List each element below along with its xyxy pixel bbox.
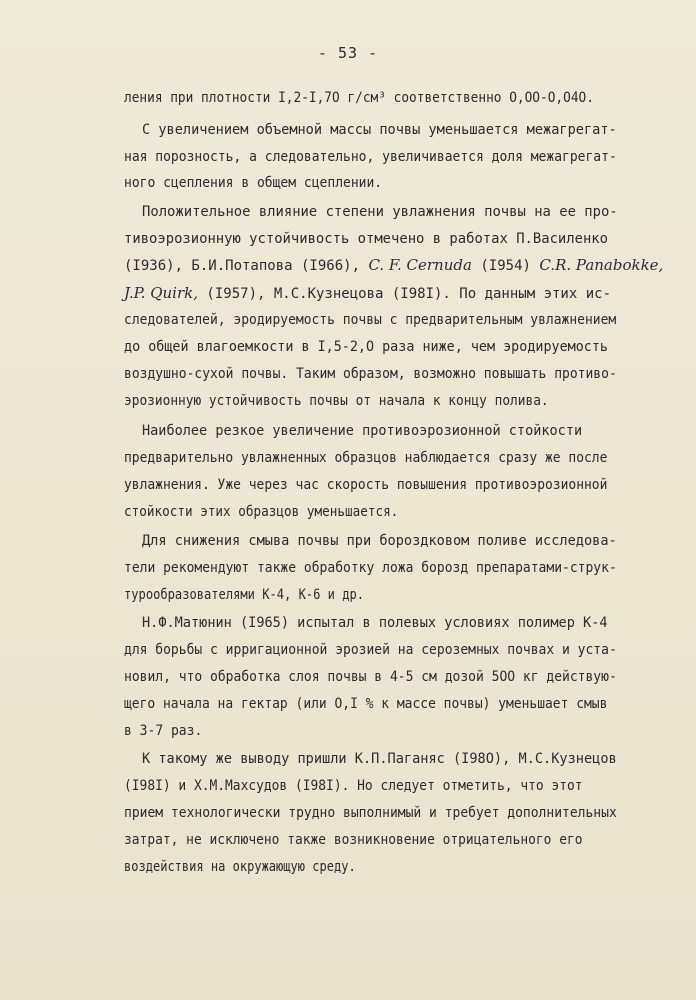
text-line: К такому же выводу пришли К.П.Паганяс (I98О), М.С.Кузнецов — [142, 751, 617, 767]
text-line: Наиболее резкое увеличение противоэрозионной стойкости — [142, 423, 583, 439]
text-line — [124, 286, 611, 301]
text-line: предварительно увлажненных образцов наблюдается сразу же после — [124, 450, 608, 466]
text-line: щего начала на гектар (или О,I % к массе почвы) уменьшает смыв — [124, 696, 608, 712]
text-line: Положительное влияние степени увлажнения почвы на ее про- — [142, 204, 618, 220]
handwritten-name: C. F. Cernuda — [368, 256, 472, 274]
text-line: увлажнения. Уже через час скорость повышения противоэрозионной — [124, 477, 608, 493]
page-number: - 53 - — [317, 44, 379, 62]
text-line: С увеличением объемной массы почвы уменьшается межагрегат- — [142, 122, 617, 138]
text-line: воздействия на окружающую среду. — [124, 859, 356, 875]
text-line: новил, что обработка слоя почвы в 4-5 см дозой 5ОО кг действую- — [124, 669, 617, 685]
text-segment: (I957), М.С.Кузнецова (I98I). По данным этих ис- — [198, 286, 612, 302]
text-line: тивоэрозионную устойчивость отмечено в работах П.Василенко — [124, 231, 608, 247]
text-line: эрозионную устойчивость почвы от начала к концу полива. — [124, 393, 549, 409]
text-line: Для снижения смыва почвы при бороздковом поливе исследова- — [142, 533, 617, 549]
text-line: до общей влагоемкости в I,5-2,О раза ниже, чем эродируемость — [124, 339, 608, 355]
text-line: прием технологически трудно выполнимый и требует дополнительных — [124, 805, 617, 821]
text-line: ления при плотности I,2-I,7O г/см³ соответственно О,ОО-О,О4О. — [124, 90, 594, 106]
text-line: Н.Ф.Матюнин (I965) испытал в полевых условиях полимер К-4 — [142, 615, 608, 631]
text-line: воздушно-сухой почвы. Таким образом, возможно повышать противо- — [124, 366, 617, 382]
text-line: следователей, эродируемость почвы с предварительным увлажнением — [124, 312, 617, 328]
text-line: ного сцепления в общем сцеплении. — [124, 175, 383, 191]
text-line — [124, 258, 663, 273]
handwritten-name: J.P. Quirk, — [124, 284, 198, 302]
text-line: (I98I) и Х.М.Махсудов (I98I). Но следует отметить, что этот — [124, 778, 583, 794]
text-line: стойкости этих образцов уменьшается. — [124, 504, 399, 520]
text-line: затрат, не исключено также возникновение отрицательного его — [124, 832, 583, 848]
text-line: для борьбы с ирригационной эрозией на сероземных почвах и уста- — [124, 642, 617, 658]
handwritten-name: C.R. Panabokke, — [539, 256, 664, 274]
text-line: в 3-7 раз. — [124, 723, 203, 739]
text-segment: (I936), Б.И.Потапова (I966), — [124, 258, 369, 274]
text-line: тели рекомендуют также обработку ложа борозд препаратами-струк- — [124, 560, 617, 576]
text-line: турообразователями К-4, К-6 и др. — [124, 587, 365, 603]
text-line: ная порозность, а следовательно, увеличивается доля межагрегат- — [124, 149, 617, 165]
text-segment: (I954) — [471, 258, 540, 274]
